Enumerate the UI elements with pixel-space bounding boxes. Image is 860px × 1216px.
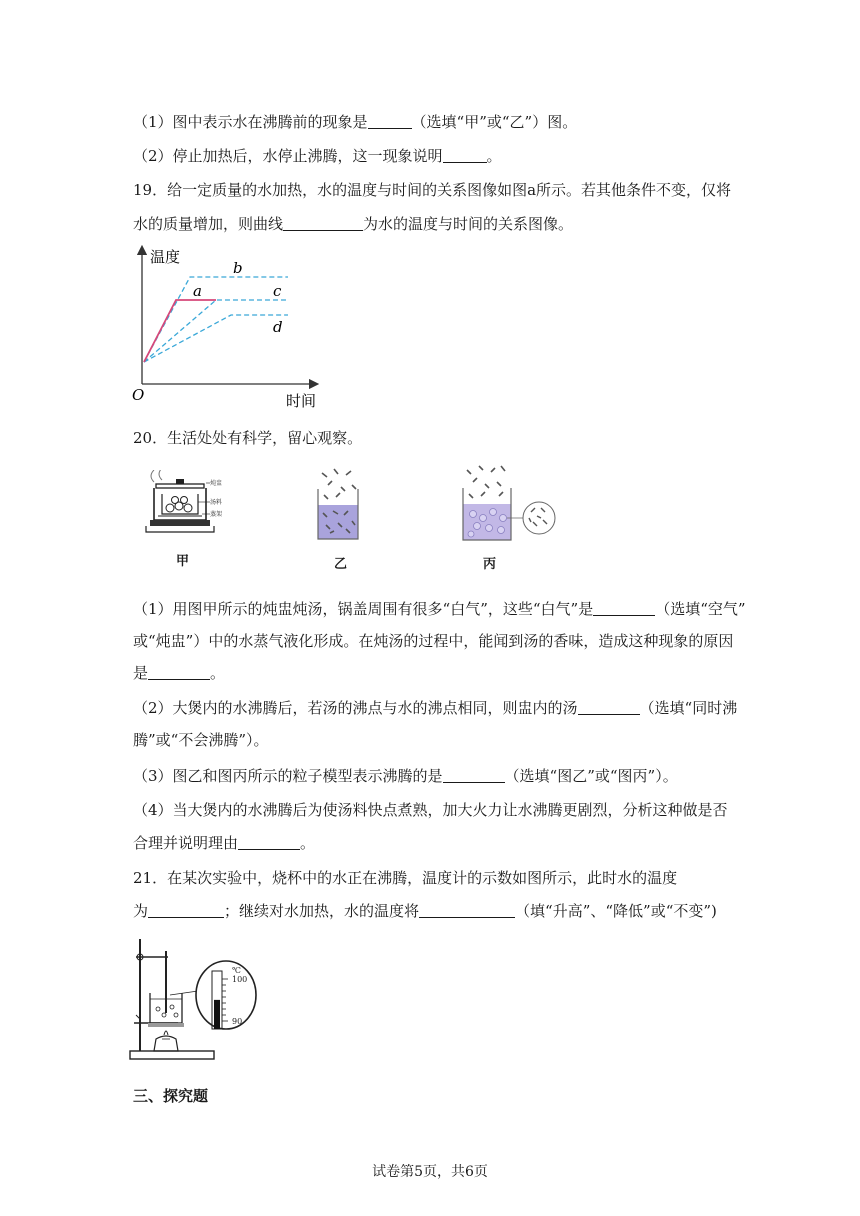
figure-bing-beaker bbox=[455, 462, 560, 546]
q20-sub3: （3）图乙和图丙所示的粒子模型表示沸腾的是 （选填“图乙”或“图丙”）。 bbox=[133, 767, 678, 785]
q21-line2: 为 ；继续对水加热，水的温度将 （填“升高”、“降低”或“不变”) bbox=[133, 902, 717, 920]
origin-label: O bbox=[132, 386, 145, 404]
q21-line1: 21．在某次实验中，烧杯中的水正在沸腾，温度计的示数如图所示，此时水的温度 bbox=[133, 869, 678, 887]
answer-blank[interactable] bbox=[148, 663, 210, 680]
svg-text:炖盅: 炖盅 bbox=[210, 480, 223, 487]
thermometer-mercury bbox=[214, 1000, 220, 1029]
boiling-experiment-apparatus bbox=[126, 935, 264, 1070]
figure-yi-beaker bbox=[308, 465, 368, 545]
curve-a-label: a bbox=[193, 282, 202, 300]
curve-c bbox=[144, 300, 288, 362]
answer-blank[interactable] bbox=[238, 833, 300, 850]
q19-line1: 19．给一定质量的水加热，水的温度与时间的关系图像如图a所示。若其他条件不变，仅将 bbox=[133, 181, 732, 199]
q18-sub1: （1）图中表示水在沸腾前的现象是 （选填“甲”或“乙”）图。 bbox=[133, 113, 578, 131]
caption-bing: 丙 bbox=[483, 557, 497, 572]
answer-blank[interactable] bbox=[443, 146, 487, 163]
curve-c-label: c bbox=[273, 282, 282, 300]
q18-sub2: （2）停止加热后，水停止沸腾，这一现象说明 。 bbox=[133, 147, 502, 165]
answer-blank[interactable] bbox=[419, 901, 515, 918]
caption-yi: 乙 bbox=[334, 557, 348, 572]
caption-jia: 甲 bbox=[176, 554, 190, 569]
temperature-time-graph bbox=[128, 244, 328, 412]
q20-sub1-line2: 或“炖盅”）中的水蒸气液化形成。在炖汤的过程中，能闻到汤的香味，造成这种现象的原因 bbox=[133, 632, 734, 650]
page-footer: 试卷第5页，共6页 bbox=[372, 1164, 488, 1180]
answer-blank[interactable] bbox=[283, 214, 363, 231]
figure-jia-stew-pot bbox=[140, 470, 230, 536]
q20-sub2-line1: （2）大煲内的水沸腾后，若汤的沸点与水的沸点相同，则盅内的汤 （选填“同时沸 bbox=[133, 699, 738, 717]
q20-sub2-line2: 腾”或“不会沸腾”）。 bbox=[133, 731, 269, 749]
x-axis-label: 时间 bbox=[286, 392, 317, 410]
q20-sub4-line2: 合理并说明理由 。 bbox=[133, 834, 316, 852]
q20-intro: 20．生活处处有科学，留心观察。 bbox=[133, 429, 363, 447]
answer-blank[interactable] bbox=[148, 901, 224, 918]
q20-sub1-line3: 是 。 bbox=[133, 664, 226, 682]
svg-text:蒸架: 蒸架 bbox=[210, 511, 223, 518]
thermometer-unit: ℃ bbox=[232, 966, 241, 975]
tick-label-low: 90 bbox=[232, 1017, 243, 1026]
answer-blank[interactable] bbox=[368, 112, 412, 129]
q19-line2: 水的质量增加，则曲线 为水的温度与时间的关系图像。 bbox=[133, 215, 574, 233]
y-axis-label: 温度 bbox=[150, 248, 181, 266]
section-heading: 三、探究题 bbox=[133, 1087, 209, 1105]
curve-d-label: d bbox=[273, 318, 283, 336]
svg-text:汤料: 汤料 bbox=[210, 499, 223, 506]
answer-blank[interactable] bbox=[578, 698, 640, 715]
answer-blank[interactable] bbox=[443, 766, 505, 783]
curve-b-label: b bbox=[233, 259, 243, 277]
q20-sub4-line1: （4）当大煲内的水沸腾后为使汤料快点煮熟，加大火力让水沸腾更剧烈，分析这种做是否 bbox=[133, 801, 728, 819]
q20-sub1-line1: （1）用图甲所示的炖盅炖汤，锅盖周围有很多“白气”，这些“白气”是 （选填“空气” bbox=[133, 600, 746, 618]
answer-blank[interactable] bbox=[593, 599, 655, 616]
tick-label-high: 100 bbox=[232, 975, 248, 984]
